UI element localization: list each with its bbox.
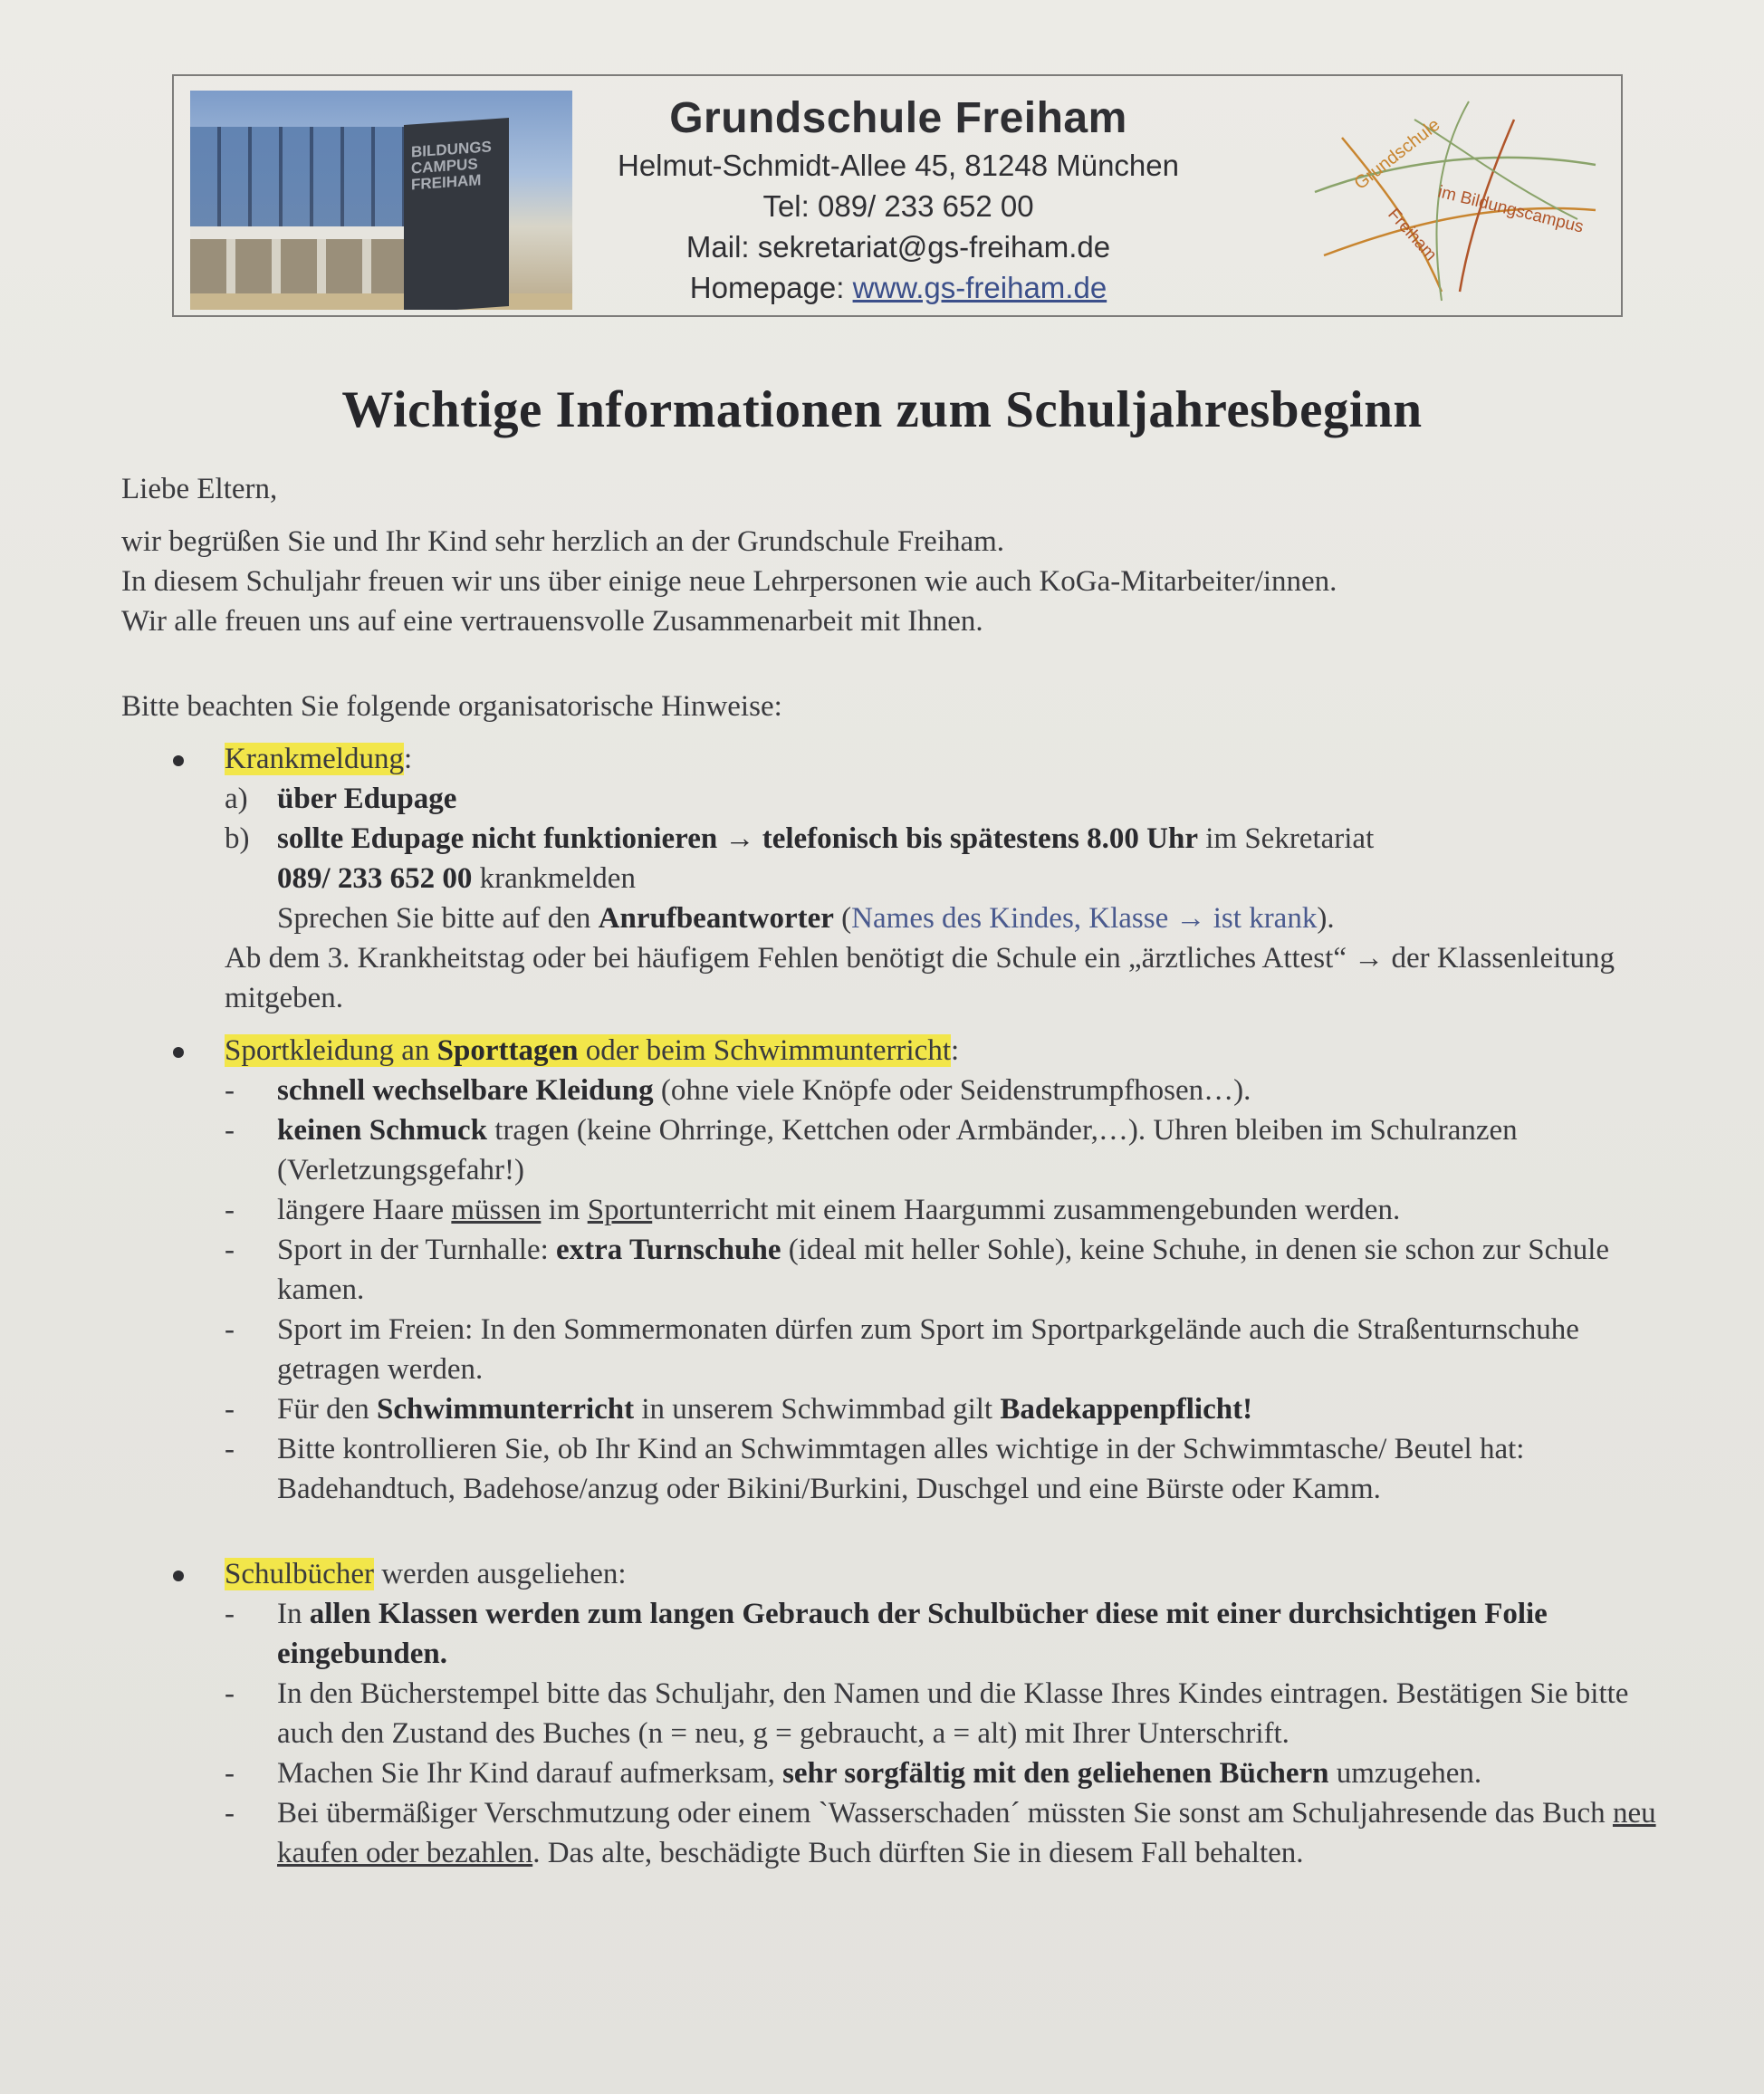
list-item: - In den Bücherstempel bitte das Schuljahr, den Namen und die Klasse Ihres Kindes eintragen. Bestätigen Sie bitte auch den Zustand des Buches (n = neu, g = gebraucht, a = alt) mit Ihrer Unterschrift. [225,1677,1629,1750]
page-title: Wichtige Informationen zum Schuljahresbeginn [341,381,1423,438]
list-item: - schnell wechselbare Kleidung (ohne viele Knöpfe oder Seidenstrumpfhosen…). [225,1074,1251,1107]
section-heading: Schulbücher werden ausgeliehen: [225,1558,627,1590]
intro-line-1: wir begrüßen Sie und Ihr Kind sehr herzlich an der Grundschule Freiham. [121,525,1005,558]
list-item: - Für den Schwimmunterricht in unserem Schwimmbad gilt Badekappenpflicht! [225,1393,1253,1426]
attest-note: Ab dem 3. Krankheitstag oder bei häufigem Fehlen benötigt die Schule ein „ärztliches Attest“ → der Klassenleitung mitgeben. [225,942,1615,1014]
list-item: - Sport im Freien: In den Sommermonaten dürfen zum Sport im Sportparkgelände auch die Straßenturnschuhe getragen werden. [225,1313,1579,1386]
section-heading: Krankmeldung: [225,743,413,775]
list-item: b) sollte Edupage nicht funktionieren → telefonisch bis spätestens 8.00 Uhr im Sekretariat 089/ 233 652 00 krankmelden Sprechen Sie bitte auf den Anrufbeantworter (Names des Kindes, Klasse → ist krank). [225,822,1375,935]
school-building-photo [190,91,572,310]
list-item: - Machen Sie Ihr Kind darauf aufmerksam, sehr sorgfältig mit den geliehenen Büchern umzugehen. [225,1757,1482,1790]
logo-text-freiham: Freiham [1384,205,1441,265]
list-item: - keinen Schmuck tragen (keine Ohrringe, Kettchen oder Armbänder,…). Uhren bleiben im Schulranzen (Verletzungsgefahr!) [225,1114,1518,1186]
logo-text-grundschule: Grundschule [1350,114,1444,194]
school-name: Grundschule Freiham [669,94,1127,142]
section-krankmeldung [121,739,1661,1018]
list-item: - Bitte kontrollieren Sie, ob Ihr Kind an Schwimmtagen alles wichtige in der Schwimmtasche/ Beutel hat: Badehandtuch, Badehose/anzug oder Bikini/Burkini, Duschgel und eine Bürste oder Kamm. [225,1433,1525,1505]
arrow-icon: → [1175,902,1206,935]
list-item: - Bei übermäßiger Verschmutzung oder einem `Wasserschaden´ müssten Sie sonst am Schuljahresende das Buch neu kaufen oder bezahlen. Das alte, beschädigte Buch dürften Sie in diesem Fall behalten. [225,1797,1656,1869]
section-sportkleidung [121,1031,1661,1509]
list-item: - In allen Klassen werden zum langen Gebrauch der Schulbücher diese mit einer durchsichtigen Folie eingebunden. [225,1598,1548,1670]
letterhead [172,74,1623,317]
letter-body [121,469,1661,1873]
intro-line-3: Wir alle freuen uns auf eine vertrauensvolle Zusammenarbeit mit Ihnen. [121,605,983,638]
intro-line-2: In diesem Schuljahr freuen wir uns über einige neue Lehrpersonen wie auch KoGa-Mitarbeiter/innen. [121,565,1337,598]
section-schulbuecher [121,1554,1661,1873]
mail-address[interactable]: sekretariat@gs-freiham.de [757,230,1111,264]
list-item: - Sport in der Turnhalle: extra Turnschuhe (ideal mit heller Sohle), keine Schuhe, in denen sie schon zur Schule kamen. [225,1234,1610,1306]
school-address: Helmut-Schmidt-Allee 45, 81248 München [618,149,1179,182]
bullet-icon [173,1047,184,1058]
school-mail: Mail: sekretariat@gs-freiham.de [685,230,1111,264]
school-logo [1306,83,1614,310]
list-item: a) über Edupage [225,783,457,815]
school-homepage: Homepage: www.gs-freiham.de [689,271,1107,304]
arrow-icon: → [724,822,755,855]
arrow-icon: → [1354,942,1385,975]
hinweise-intro: Bitte beachten Sie folgende organisatorische Hinweise: [121,690,782,723]
logo-text-bildungscampus: im Bildungscampus [1435,182,1586,237]
list-item: - längere Haare müssen im Sportunterricht mit einem Haargummi zusammengebunden werden. [225,1194,1401,1226]
campus-sign: BILDUNGS CAMPUS FREIHAM [404,118,509,310]
school-contact-block [572,92,1224,308]
greeting: Liebe Eltern, [121,473,278,505]
bullet-icon [173,755,184,766]
section-heading: Sportkleidung an Sporttagen oder beim Schwimmunterricht: [225,1034,960,1067]
bullet-icon [173,1570,184,1581]
school-phone: Tel: 089/ 233 652 00 [762,189,1034,223]
homepage-link[interactable]: www.gs-freiham.de [852,271,1107,304]
